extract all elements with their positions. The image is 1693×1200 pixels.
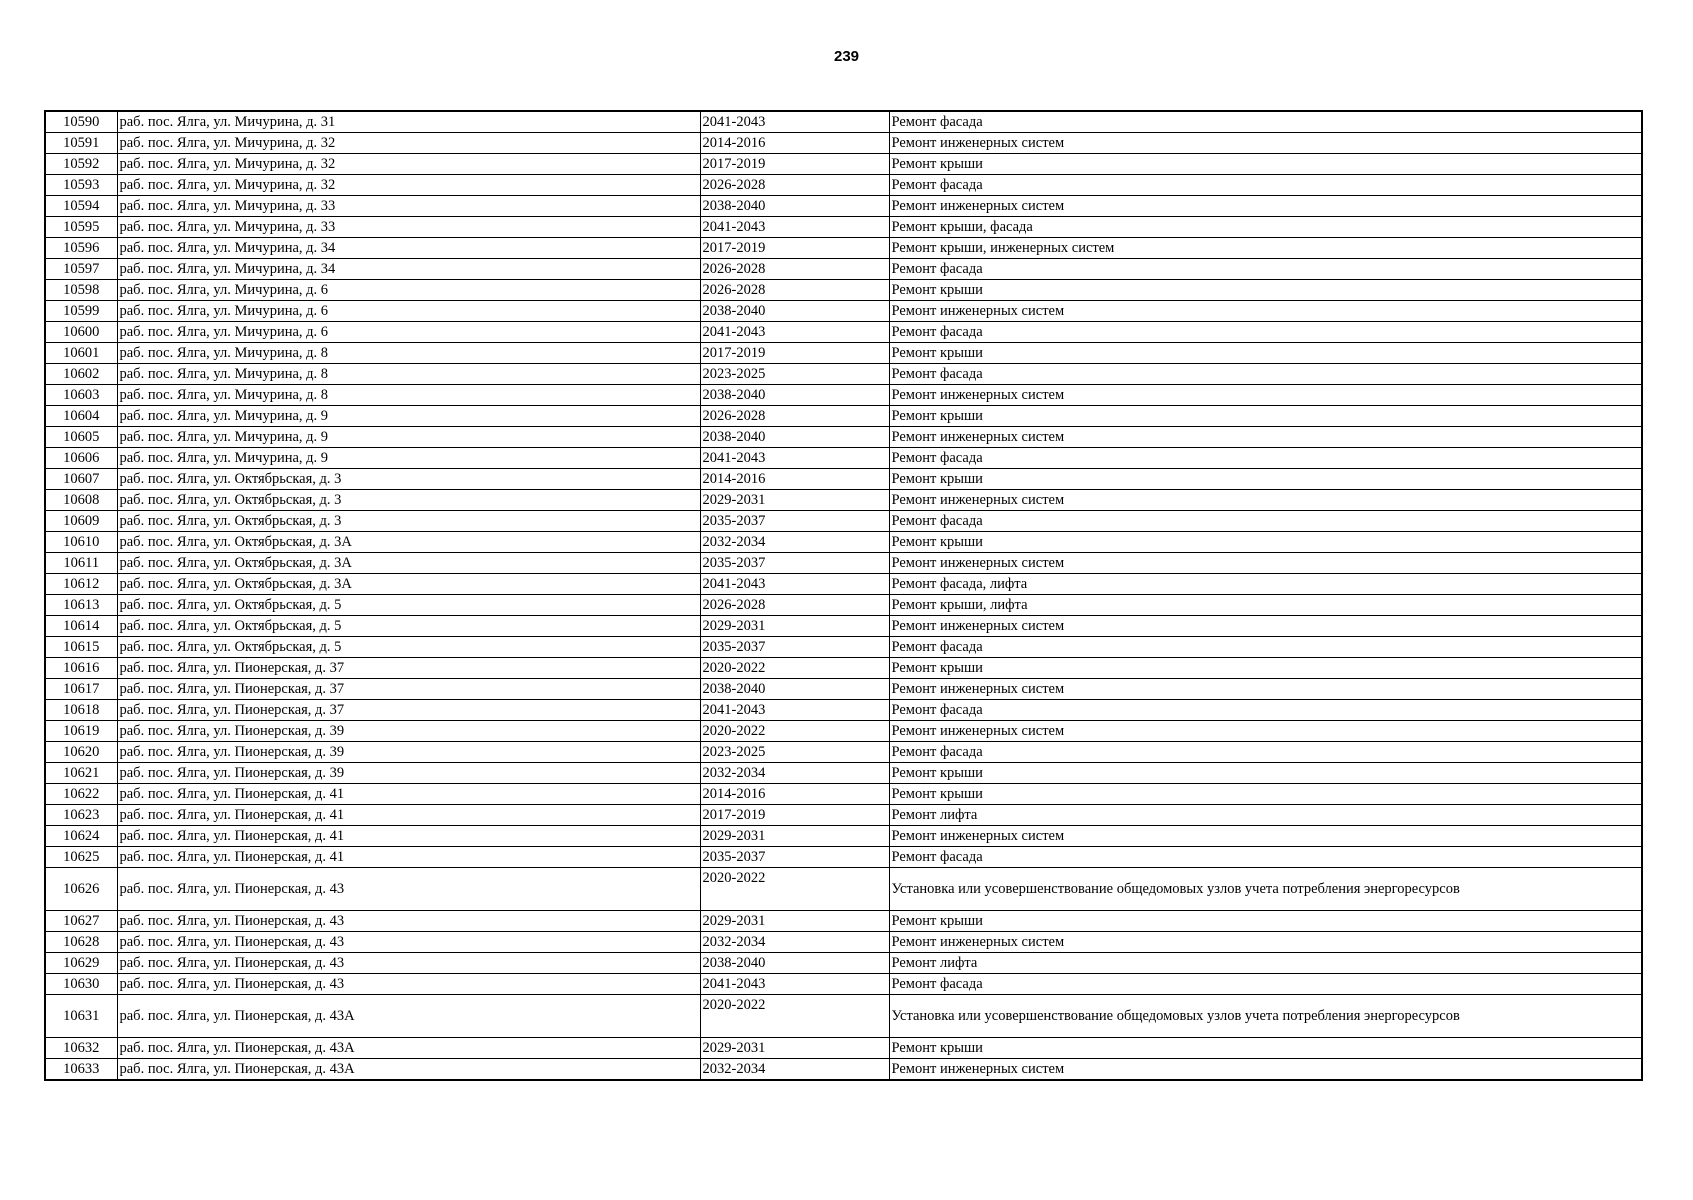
period-cell: 2029-2031: [700, 911, 889, 932]
period-cell: 2032-2034: [700, 932, 889, 953]
address-cell: раб. пос. Ялга, ул. Октябрьская, д. 5: [117, 637, 700, 658]
work-type-cell: Ремонт инженерных систем: [889, 427, 1642, 448]
row-number-cell: 10620: [45, 742, 117, 763]
work-type-cell: Ремонт инженерных систем: [889, 301, 1642, 322]
work-type-cell: Ремонт фасада: [889, 364, 1642, 385]
address-cell: раб. пос. Ялга, ул. Октябрьская, д. 3: [117, 469, 700, 490]
work-type-cell: Ремонт инженерных систем: [889, 616, 1642, 637]
work-type-cell: Ремонт фасада: [889, 742, 1642, 763]
work-type-cell: Ремонт фасада: [889, 111, 1642, 133]
work-type-cell: Ремонт крыши: [889, 280, 1642, 301]
table-row: [45, 1059, 1642, 1081]
period-cell: 2029-2031: [700, 826, 889, 847]
table-row: [45, 574, 1642, 595]
period-cell: 2041-2043: [700, 974, 889, 995]
work-type-cell: Ремонт крыши: [889, 911, 1642, 932]
address-cell: раб. пос. Ялга, ул. Пионерская, д. 43А: [117, 995, 700, 1038]
address-cell: раб. пос. Ялга, ул. Октябрьская, д. 5: [117, 616, 700, 637]
period-cell: 2041-2043: [700, 700, 889, 721]
address-cell: раб. пос. Ялга, ул. Мичурина, д. 33: [117, 196, 700, 217]
table-row: [45, 805, 1642, 826]
row-number-cell: 10607: [45, 469, 117, 490]
table-row: [45, 427, 1642, 448]
address-cell: раб. пос. Ялга, ул. Пионерская, д. 37: [117, 658, 700, 679]
row-number-cell: 10604: [45, 406, 117, 427]
table-row: [45, 679, 1642, 700]
period-cell: 2041-2043: [700, 574, 889, 595]
work-type-cell: Ремонт фасада: [889, 259, 1642, 280]
table-row: [45, 932, 1642, 953]
row-number-cell: 10602: [45, 364, 117, 385]
work-type-cell: Ремонт инженерных систем: [889, 196, 1642, 217]
work-type-cell: Ремонт крыши: [889, 343, 1642, 364]
table-row: [45, 1038, 1642, 1059]
table-row: [45, 826, 1642, 847]
row-number-cell: 10623: [45, 805, 117, 826]
table-row: [45, 154, 1642, 175]
address-cell: раб. пос. Ялга, ул. Мичурина, д. 9: [117, 406, 700, 427]
period-cell: 2023-2025: [700, 742, 889, 763]
work-type-cell: Ремонт фасада: [889, 974, 1642, 995]
address-cell: раб. пос. Ялга, ул. Мичурина, д. 32: [117, 154, 700, 175]
period-cell: 2020-2022: [700, 995, 889, 1038]
period-cell: 2038-2040: [700, 679, 889, 700]
table-row: [45, 196, 1642, 217]
row-number-cell: 10630: [45, 974, 117, 995]
row-number-cell: 10597: [45, 259, 117, 280]
table-row: [45, 217, 1642, 238]
table-row: [45, 742, 1642, 763]
work-type-cell: Ремонт инженерных систем: [889, 721, 1642, 742]
repair-schedule-table: [44, 110, 1643, 1081]
work-type-cell: Ремонт фасада: [889, 700, 1642, 721]
address-cell: раб. пос. Ялга, ул. Октябрьская, д. 3А: [117, 553, 700, 574]
work-type-cell: Ремонт фасада: [889, 322, 1642, 343]
work-type-cell: Ремонт крыши: [889, 469, 1642, 490]
row-number-cell: 10633: [45, 1059, 117, 1081]
period-cell: 2038-2040: [700, 196, 889, 217]
period-cell: 2038-2040: [700, 385, 889, 406]
period-cell: 2038-2040: [700, 301, 889, 322]
row-number-cell: 10600: [45, 322, 117, 343]
table-row: [45, 595, 1642, 616]
period-cell: 2035-2037: [700, 511, 889, 532]
table-row: [45, 868, 1642, 911]
period-cell: 2035-2037: [700, 637, 889, 658]
address-cell: раб. пос. Ялга, ул. Пионерская, д. 41: [117, 805, 700, 826]
row-number-cell: 10627: [45, 911, 117, 932]
work-type-cell: Ремонт крыши: [889, 763, 1642, 784]
table-row: [45, 532, 1642, 553]
row-number-cell: 10613: [45, 595, 117, 616]
row-number-cell: 10590: [45, 111, 117, 133]
work-type-cell: Ремонт фасада: [889, 637, 1642, 658]
table-row: [45, 511, 1642, 532]
address-cell: раб. пос. Ялга, ул. Мичурина, д. 6: [117, 301, 700, 322]
period-cell: 2026-2028: [700, 280, 889, 301]
work-type-cell: Ремонт крыши: [889, 784, 1642, 805]
address-cell: раб. пос. Ялга, ул. Пионерская, д. 43: [117, 932, 700, 953]
period-cell: 2029-2031: [700, 616, 889, 637]
row-number-cell: 10595: [45, 217, 117, 238]
row-number-cell: 10596: [45, 238, 117, 259]
address-cell: раб. пос. Ялга, ул. Октябрьская, д. 3: [117, 490, 700, 511]
period-cell: 2038-2040: [700, 953, 889, 974]
address-cell: раб. пос. Ялга, ул. Мичурина, д. 32: [117, 175, 700, 196]
address-cell: раб. пос. Ялга, ул. Пионерская, д. 41: [117, 784, 700, 805]
work-type-cell: Ремонт инженерных систем: [889, 385, 1642, 406]
period-cell: 2032-2034: [700, 1059, 889, 1081]
table-row: [45, 238, 1642, 259]
address-cell: раб. пос. Ялга, ул. Мичурина, д. 9: [117, 448, 700, 469]
table-row: [45, 784, 1642, 805]
row-number-cell: 10629: [45, 953, 117, 974]
address-cell: раб. пос. Ялга, ул. Мичурина, д. 33: [117, 217, 700, 238]
table-row: [45, 490, 1642, 511]
work-type-cell: Ремонт крыши: [889, 658, 1642, 679]
table-row: [45, 175, 1642, 196]
address-cell: раб. пос. Ялга, ул. Пионерская, д. 39: [117, 763, 700, 784]
period-cell: 2017-2019: [700, 805, 889, 826]
address-cell: раб. пос. Ялга, ул. Пионерская, д. 39: [117, 721, 700, 742]
address-cell: раб. пос. Ялга, ул. Октябрьская, д. 3А: [117, 574, 700, 595]
address-cell: раб. пос. Ялга, ул. Мичурина, д. 6: [117, 280, 700, 301]
work-type-cell: Ремонт фасада: [889, 175, 1642, 196]
period-cell: 2035-2037: [700, 553, 889, 574]
row-number-cell: 10608: [45, 490, 117, 511]
period-cell: 2014-2016: [700, 133, 889, 154]
address-cell: раб. пос. Ялга, ул. Мичурина, д. 9: [117, 427, 700, 448]
address-cell: раб. пос. Ялга, ул. Пионерская, д. 43: [117, 953, 700, 974]
period-cell: 2041-2043: [700, 448, 889, 469]
period-cell: 2026-2028: [700, 175, 889, 196]
work-type-cell: Ремонт фасада: [889, 511, 1642, 532]
period-cell: 2041-2043: [700, 217, 889, 238]
address-cell: раб. пос. Ялга, ул. Пионерская, д. 37: [117, 679, 700, 700]
work-type-cell: Ремонт инженерных систем: [889, 133, 1642, 154]
work-type-cell: Ремонт крыши: [889, 406, 1642, 427]
row-number-cell: 10599: [45, 301, 117, 322]
row-number-cell: 10622: [45, 784, 117, 805]
period-cell: 2017-2019: [700, 343, 889, 364]
table-row: [45, 133, 1642, 154]
address-cell: раб. пос. Ялга, ул. Мичурина, д. 8: [117, 385, 700, 406]
row-number-cell: 10625: [45, 847, 117, 868]
address-cell: раб. пос. Ялга, ул. Пионерская, д. 43: [117, 911, 700, 932]
row-number-cell: 10611: [45, 553, 117, 574]
row-number-cell: 10591: [45, 133, 117, 154]
work-type-cell: Ремонт фасада, лифта: [889, 574, 1642, 595]
row-number-cell: 10618: [45, 700, 117, 721]
table-row: [45, 280, 1642, 301]
work-type-cell: Ремонт крыши, фасада: [889, 217, 1642, 238]
table-row: [45, 385, 1642, 406]
address-cell: раб. пос. Ялга, ул. Мичурина, д. 6: [117, 322, 700, 343]
period-cell: 2029-2031: [700, 1038, 889, 1059]
work-type-cell: Ремонт инженерных систем: [889, 490, 1642, 511]
work-type-cell: Ремонт инженерных систем: [889, 553, 1642, 574]
row-number-cell: 10621: [45, 763, 117, 784]
period-cell: 2023-2025: [700, 364, 889, 385]
row-number-cell: 10605: [45, 427, 117, 448]
row-number-cell: 10610: [45, 532, 117, 553]
work-type-cell: Ремонт фасада: [889, 847, 1642, 868]
row-number-cell: 10617: [45, 679, 117, 700]
work-type-cell: Установка или усовершенствование общедомовых узлов учета потребления энергоресурсов: [889, 995, 1642, 1038]
work-type-cell: Ремонт крыши: [889, 1038, 1642, 1059]
table-row: [45, 301, 1642, 322]
table-row: [45, 637, 1642, 658]
row-number-cell: 10598: [45, 280, 117, 301]
period-cell: 2020-2022: [700, 658, 889, 679]
period-cell: 2041-2043: [700, 322, 889, 343]
table-row: [45, 469, 1642, 490]
period-cell: 2017-2019: [700, 154, 889, 175]
period-cell: 2020-2022: [700, 721, 889, 742]
row-number-cell: 10612: [45, 574, 117, 595]
row-number-cell: 10626: [45, 868, 117, 911]
period-cell: 2017-2019: [700, 238, 889, 259]
row-number-cell: 10594: [45, 196, 117, 217]
table-row: [45, 111, 1642, 133]
period-cell: 2029-2031: [700, 490, 889, 511]
address-cell: раб. пос. Ялга, ул. Мичурина, д. 32: [117, 133, 700, 154]
work-type-cell: Ремонт крыши, лифта: [889, 595, 1642, 616]
work-type-cell: Ремонт крыши, инженерных систем: [889, 238, 1642, 259]
row-number-cell: 10616: [45, 658, 117, 679]
table-row: [45, 616, 1642, 637]
table-body: [45, 111, 1642, 1080]
row-number-cell: 10614: [45, 616, 117, 637]
work-type-cell: Ремонт лифта: [889, 953, 1642, 974]
address-cell: раб. пос. Ялга, ул. Пионерская, д. 39: [117, 742, 700, 763]
table-row: [45, 406, 1642, 427]
table-row: [45, 953, 1642, 974]
row-number-cell: 10619: [45, 721, 117, 742]
table-row: [45, 847, 1642, 868]
address-cell: раб. пос. Ялга, ул. Пионерская, д. 43: [117, 868, 700, 911]
period-cell: 2026-2028: [700, 259, 889, 280]
work-type-cell: Установка или усовершенствование общедомовых узлов учета потребления энергоресурсов: [889, 868, 1642, 911]
table-row: [45, 911, 1642, 932]
table-row: [45, 658, 1642, 679]
address-cell: раб. пос. Ялга, ул. Пионерская, д. 41: [117, 826, 700, 847]
address-cell: раб. пос. Ялга, ул. Мичурина, д. 8: [117, 364, 700, 385]
address-cell: раб. пос. Ялга, ул. Пионерская, д. 43А: [117, 1038, 700, 1059]
table-row: [45, 322, 1642, 343]
row-number-cell: 10615: [45, 637, 117, 658]
row-number-cell: 10609: [45, 511, 117, 532]
address-cell: раб. пос. Ялга, ул. Мичурина, д. 34: [117, 259, 700, 280]
period-cell: 2014-2016: [700, 469, 889, 490]
table-row: [45, 763, 1642, 784]
table-row: [45, 721, 1642, 742]
table-row: [45, 259, 1642, 280]
period-cell: 2038-2040: [700, 427, 889, 448]
table-row: [45, 974, 1642, 995]
row-number-cell: 10632: [45, 1038, 117, 1059]
row-number-cell: 10624: [45, 826, 117, 847]
period-cell: 2020-2022: [700, 868, 889, 911]
period-cell: 2041-2043: [700, 111, 889, 133]
work-type-cell: Ремонт лифта: [889, 805, 1642, 826]
period-cell: 2014-2016: [700, 784, 889, 805]
row-number-cell: 10606: [45, 448, 117, 469]
table-row: [45, 343, 1642, 364]
table-row: [45, 364, 1642, 385]
period-cell: 2032-2034: [700, 532, 889, 553]
row-number-cell: 10603: [45, 385, 117, 406]
period-cell: 2026-2028: [700, 406, 889, 427]
address-cell: раб. пос. Ялга, ул. Октябрьская, д. 3А: [117, 532, 700, 553]
row-number-cell: 10592: [45, 154, 117, 175]
work-type-cell: Ремонт крыши: [889, 154, 1642, 175]
address-cell: раб. пос. Ялга, ул. Октябрьская, д. 3: [117, 511, 700, 532]
table-row: [45, 448, 1642, 469]
period-cell: 2032-2034: [700, 763, 889, 784]
row-number-cell: 10631: [45, 995, 117, 1038]
row-number-cell: 10601: [45, 343, 117, 364]
work-type-cell: Ремонт инженерных систем: [889, 679, 1642, 700]
page-number: 239: [833, 48, 860, 65]
work-type-cell: Ремонт фасада: [889, 448, 1642, 469]
table-row: [45, 995, 1642, 1038]
table-row: [45, 553, 1642, 574]
address-cell: раб. пос. Ялга, ул. Пионерская, д. 43: [117, 974, 700, 995]
address-cell: раб. пос. Ялга, ул. Мичурина, д. 34: [117, 238, 700, 259]
row-number-cell: 10628: [45, 932, 117, 953]
address-cell: раб. пос. Ялга, ул. Пионерская, д. 41: [117, 847, 700, 868]
period-cell: 2035-2037: [700, 847, 889, 868]
work-type-cell: Ремонт инженерных систем: [889, 1059, 1642, 1081]
address-cell: раб. пос. Ялга, ул. Мичурина, д. 8: [117, 343, 700, 364]
address-cell: раб. пос. Ялга, ул. Пионерская, д. 43А: [117, 1059, 700, 1081]
work-type-cell: Ремонт крыши: [889, 532, 1642, 553]
work-type-cell: Ремонт инженерных систем: [889, 826, 1642, 847]
work-type-cell: Ремонт инженерных систем: [889, 932, 1642, 953]
period-cell: 2026-2028: [700, 595, 889, 616]
row-number-cell: 10593: [45, 175, 117, 196]
address-cell: раб. пос. Ялга, ул. Пионерская, д. 37: [117, 700, 700, 721]
address-cell: раб. пос. Ялга, ул. Мичурина, д. 31: [117, 111, 700, 133]
table-row: [45, 700, 1642, 721]
address-cell: раб. пос. Ялга, ул. Октябрьская, д. 5: [117, 595, 700, 616]
